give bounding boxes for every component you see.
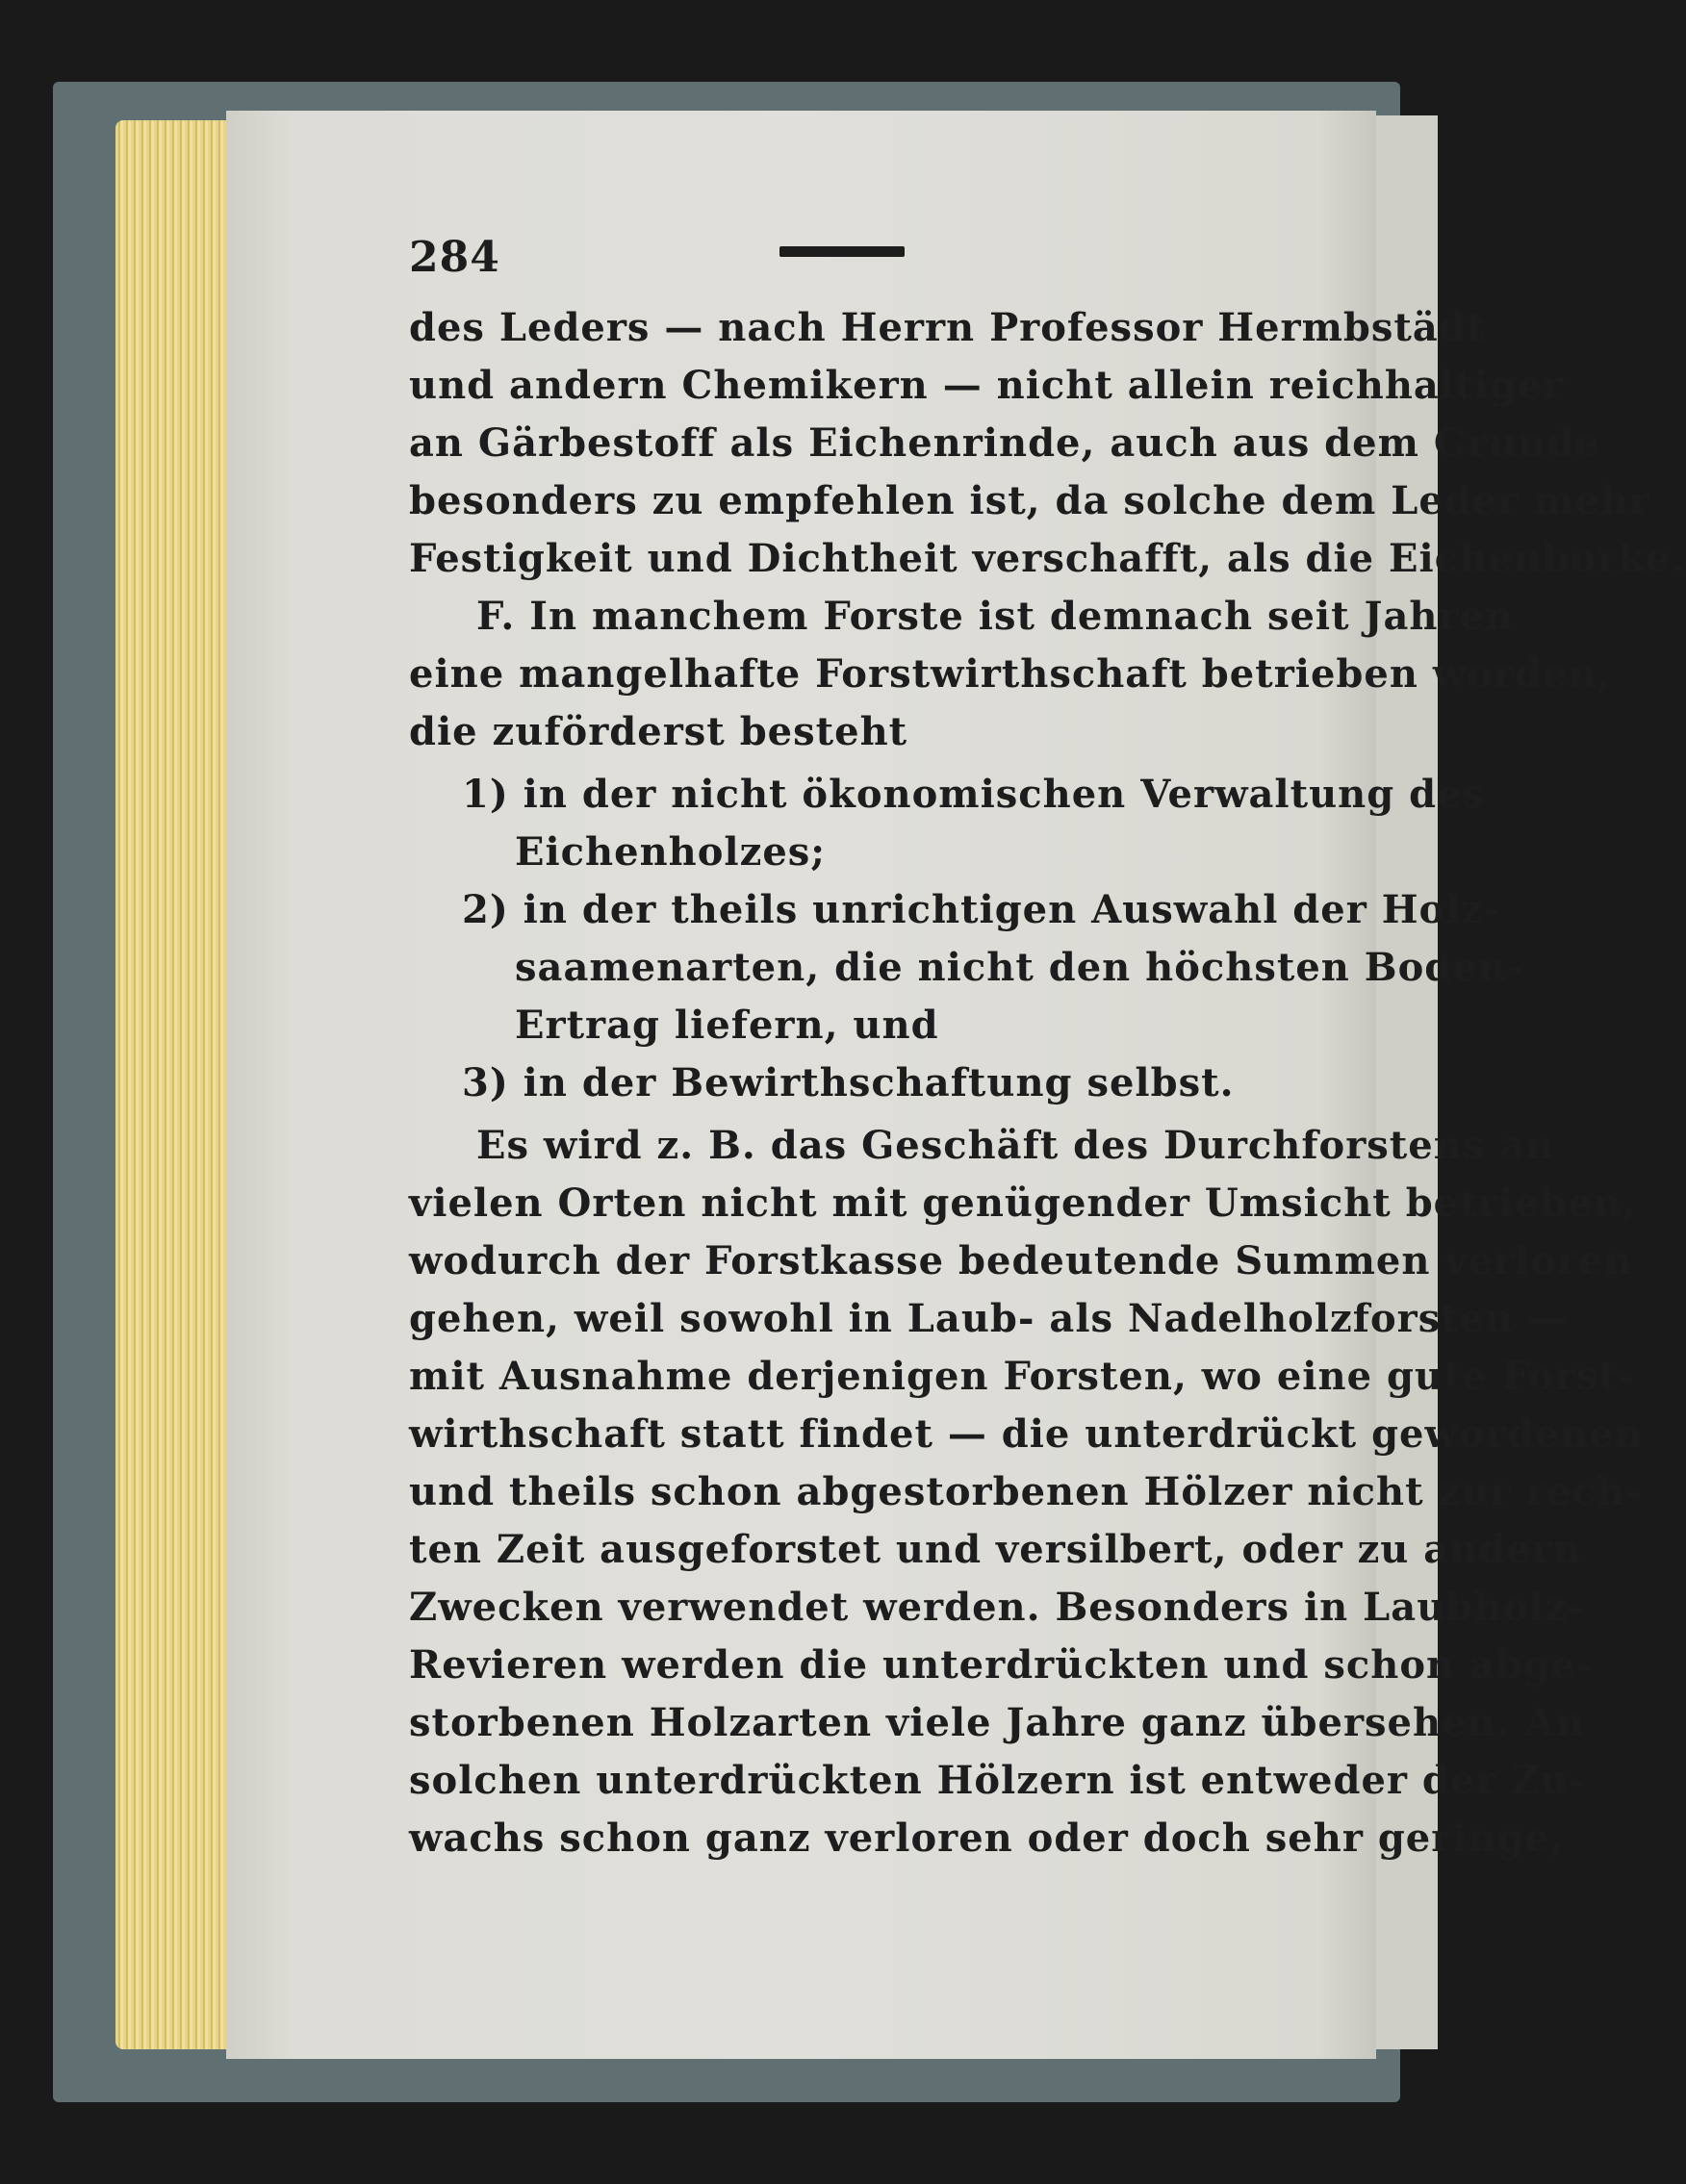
text-line: die zuförderst besteht [409, 709, 908, 754]
page-number: 284 [409, 233, 500, 282]
text-line: storbenen Holzarten viele Jahre ganz übersehen. An [409, 1700, 1585, 1745]
text-line: saamenarten, die nicht den höchsten Boden- [515, 945, 1524, 990]
text-line: vielen Orten nicht mit genügender Umsicht betrieben, [409, 1181, 1637, 1226]
text-line: wodurch der Forstkasse bedeutende Summen verloren [409, 1238, 1633, 1283]
book-page [226, 111, 1686, 2059]
text-line: und andern Chemikern — nicht allein reichhaltiger [409, 363, 1565, 408]
text-line: ten Zeit ausgeforstet und versilbert, oder zu andern [409, 1527, 1582, 1572]
text-line: Ertrag liefern, und [515, 1003, 939, 1048]
text-line: des Leders — nach Herrn Professor Hermbstädt [409, 305, 1486, 350]
text-line: wirthschaft statt findet — die unterdrückt gewordenen [409, 1411, 1644, 1457]
text-line: mit Ausnahme derjenigen Forsten, wo eine gute Forst- [409, 1354, 1635, 1399]
text-line: F. In manchem Forste ist demnach seit Jahren [476, 594, 1515, 639]
text-line: gehen, weil sowohl in Laub- als Nadelholzforsten — [409, 1296, 1569, 1341]
list-item: 3) in der Bewirthschaftung selbst. [462, 1060, 1235, 1105]
text-line: eine mangelhafte Forstwirthschaft betrieben worden, [409, 651, 1612, 697]
text-line: besonders zu empfehlen ist, da solche dem Leder mehr [409, 478, 1651, 523]
text-line: Festigkeit und Dichtheit verschafft, als die Eichenborke. [409, 536, 1686, 581]
text-line: Zwecken verwendet werden. Besonders in Laubholz- [409, 1585, 1585, 1630]
page-edges [115, 120, 239, 2049]
text-line: Eichenholzes; [515, 829, 827, 875]
list-item: 1) in der nicht ökonomischen Verwaltung des [462, 772, 1486, 817]
text-line: solchen unterdrückten Hölzern ist entweder der Zu- [409, 1758, 1587, 1803]
text-line: Revieren werden die unterdrückten und schon abge- [409, 1642, 1594, 1688]
list-item: 2) in der theils unrichtigen Auswahl der Holz- [462, 887, 1501, 932]
text-line: Es wird z. B. das Geschäft des Durchforstens an [476, 1123, 1555, 1168]
header-rule [779, 246, 905, 257]
text-line: an Gärbestoff als Eichenrinde, auch aus dem Grunde [409, 420, 1600, 466]
text-line: wachs schon ganz verloren oder doch sehr geringe, [409, 1816, 1565, 1861]
text-line: und theils schon abgestorbenen Hölzer nicht zur rech- [409, 1469, 1643, 1514]
